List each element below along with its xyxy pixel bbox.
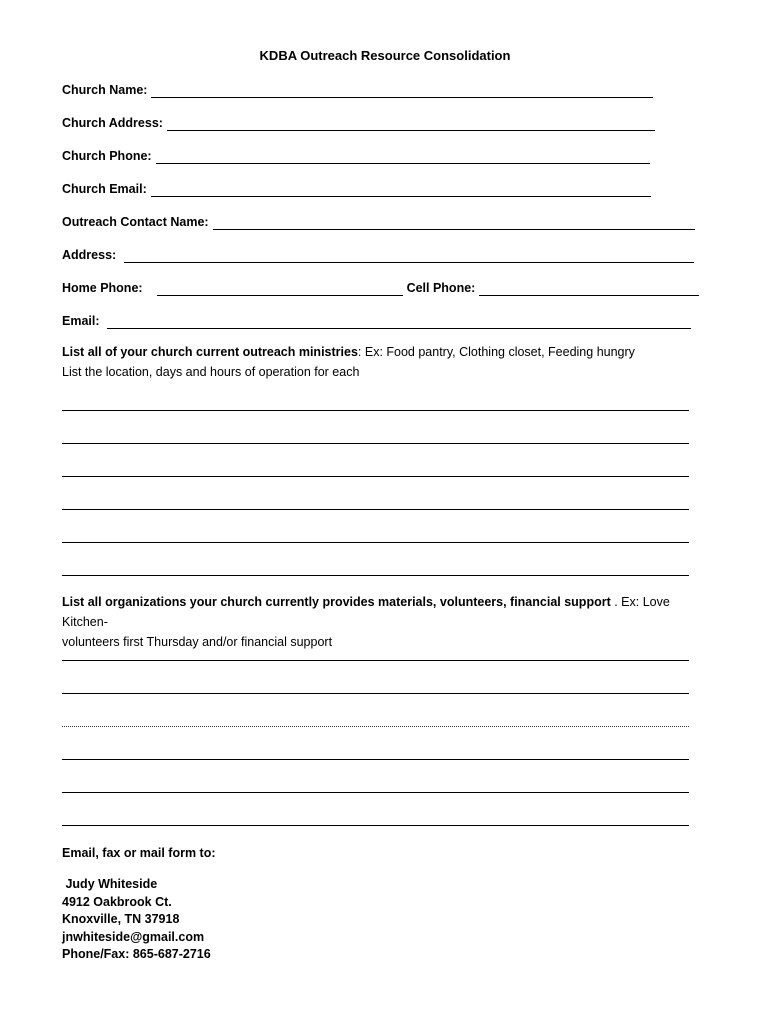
- organizations-answer-line[interactable]: [62, 792, 689, 793]
- cell-phone-blank[interactable]: [479, 281, 699, 296]
- form-title: KDBA Outreach Resource Consolidation: [259, 48, 511, 63]
- email-blank[interactable]: [107, 314, 691, 329]
- ministries-instructions: [62, 342, 702, 382]
- organizations-answer-line[interactable]: [62, 660, 689, 661]
- email-label: Email:: [62, 314, 100, 328]
- contact-phone: Phone/Fax: 865-687-2716: [62, 947, 211, 961]
- church-email-field: [62, 179, 651, 197]
- ministries-example: : Ex: Food pantry, Clothing closet, Feeding hungry: [357, 345, 635, 359]
- church-name-field: [62, 80, 653, 98]
- contact-city: Knoxville, TN 37918: [62, 912, 180, 926]
- contact-email: jnwhiteside@gmail.com: [62, 929, 205, 944]
- organizations-example: . Ex: Love Kitchen-: [62, 595, 670, 629]
- cell-phone-label: Cell Phone:: [406, 281, 476, 295]
- organizations-answer-line[interactable]: [62, 759, 689, 760]
- address-blank[interactable]: [124, 248, 694, 263]
- church-phone-blank[interactable]: [156, 149, 650, 164]
- ministries-answer-line[interactable]: [62, 575, 689, 576]
- outreach-contact-name-field: [62, 212, 695, 230]
- email-field: [62, 311, 691, 329]
- ministries-answer-line[interactable]: [62, 509, 689, 510]
- address-field: [62, 245, 694, 263]
- ministries-heading: List all of your church current outreach ministries: [62, 345, 358, 359]
- contact-street: 4912 Oakbrook Ct.: [62, 894, 172, 909]
- church-email-label: Church Email:: [62, 182, 147, 196]
- organizations-instructions: [62, 592, 702, 652]
- outreach-contact-name-label: Outreach Contact Name:: [62, 215, 209, 229]
- address-label: Address:: [62, 248, 117, 262]
- contact-name: Judy Whiteside: [62, 877, 158, 891]
- submit-instructions: Email, fax or mail form to:: [62, 846, 216, 860]
- ministries-answer-line[interactable]: [62, 410, 689, 411]
- church-name-blank[interactable]: [151, 83, 653, 98]
- ministries-answer-line[interactable]: [62, 476, 689, 477]
- organizations-answer-line[interactable]: [62, 726, 689, 727]
- home-phone-blank[interactable]: [157, 281, 403, 296]
- ministries-subtext: List the location, days and hours of operation for each: [62, 365, 360, 379]
- home-phone-label: Home Phone:: [62, 281, 143, 295]
- organizations-heading: List all organizations your church currently provides materials, volunteers, financial support: [62, 595, 611, 609]
- ministries-answer-line[interactable]: [62, 542, 689, 543]
- church-phone-label: Church Phone:: [62, 149, 152, 163]
- ministries-answer-line[interactable]: [62, 443, 689, 444]
- contact-block: [62, 876, 211, 964]
- church-address-label: Church Address:: [62, 116, 163, 130]
- phone-field: [62, 278, 699, 296]
- organizations-subtext: volunteers first Thursday and/or financial support: [62, 635, 333, 649]
- organizations-answer-line[interactable]: [62, 693, 689, 694]
- church-address-field: [62, 113, 655, 131]
- organizations-answer-line[interactable]: [62, 825, 689, 826]
- church-phone-field: [62, 146, 650, 164]
- church-name-label: Church Name:: [62, 83, 148, 97]
- church-email-blank[interactable]: [151, 182, 651, 197]
- church-address-blank[interactable]: [167, 116, 655, 131]
- outreach-contact-name-blank[interactable]: [213, 215, 695, 230]
